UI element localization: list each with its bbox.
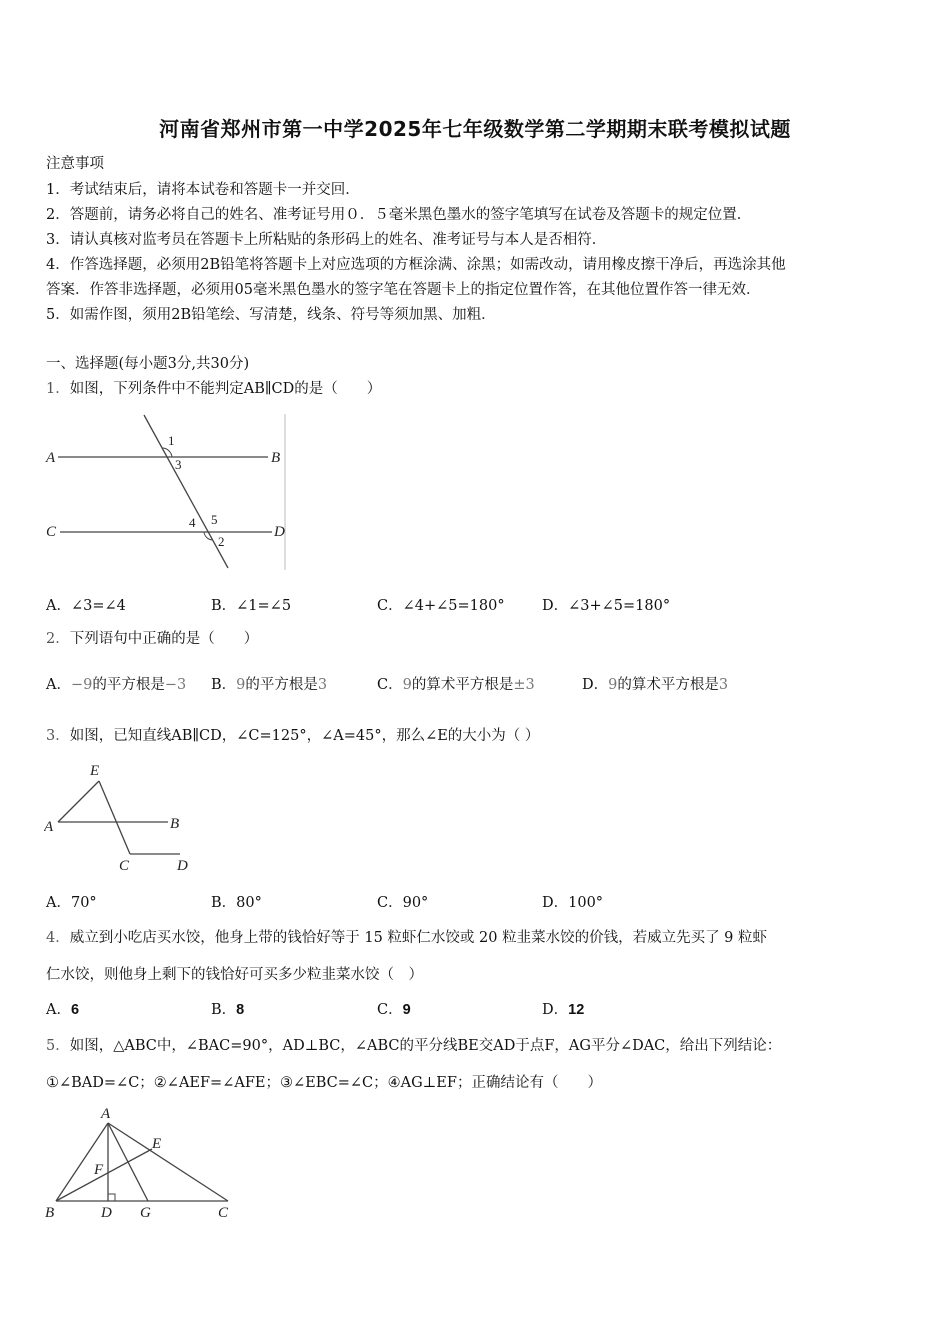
question-text: 如图，下列条件中不能判定AB∥CD的是（ ）	[69, 381, 382, 397]
question-3	[46, 724, 539, 745]
question-text-cont: ①∠BAD=∠C；②∠AEF=∠AFE；③∠EBC=∠C；④AG⊥EF；正确结论有（ ）	[46, 1075, 602, 1091]
label-d: D	[274, 524, 285, 540]
notice-item: 3．请认真核对监考员在答题卡上所粘贴的条形码上的姓名、准考证号与本人是否相符．	[46, 232, 607, 248]
option-c: C．90°	[377, 895, 429, 911]
label-a: A	[101, 1106, 111, 1122]
label-e: E	[152, 1136, 162, 1152]
option-a: A．70°	[46, 895, 97, 911]
option-d: D．100°	[542, 895, 604, 911]
option-d: D．9的算术平方根是3	[582, 677, 729, 693]
question-number: 4．	[46, 930, 70, 946]
label-b: B	[170, 816, 180, 832]
label-a: A	[44, 819, 54, 835]
notice-item: 4．作答选择题，必须用2B铅笔将答题卡上对应选项的方框涂满、涂黑；如需改动，请用橡皮擦干净后，再选涂其他	[46, 257, 786, 273]
option-c: C．∠4+∠5=180°	[377, 598, 505, 614]
option-a: A．6	[46, 1002, 80, 1018]
option-a: A．∠3=∠4	[46, 598, 126, 614]
angle-5: 5	[211, 512, 218, 527]
option-d: D．12	[542, 1002, 585, 1018]
label-c: C	[218, 1205, 229, 1221]
angle-1: 1	[168, 433, 175, 448]
option-b: B．9的平方根是3	[211, 677, 328, 693]
notice-item: 1．考试结束后，请将本试卷和答题卡一并交回．	[46, 182, 360, 198]
angle-3: 3	[175, 457, 182, 472]
question-5	[46, 1034, 781, 1055]
option-c: C．9	[377, 1002, 411, 1018]
notice-item: 答案．作答非选择题，必须用05毫米黑色墨水的签字笔在答题卡上的指定位置作答，在其他位置作答一律无效．	[46, 282, 761, 298]
question-text: 下列语句中正确的是（ ）	[69, 631, 259, 647]
option-b: B．∠1=∠5	[211, 598, 292, 614]
question-number: 3．	[46, 728, 70, 744]
label-d: D	[177, 858, 188, 874]
question-number: 5．	[46, 1038, 70, 1054]
question-text-cont: 仁水饺，则他身上剩下的钱恰好可买多少粒韭菜水饺（ ）	[46, 967, 423, 983]
question-number: 1．	[46, 381, 70, 397]
option-c: C．9的算术平方根是±3	[377, 677, 535, 693]
option-b: B．8	[211, 1002, 245, 1018]
label-g: G	[140, 1205, 151, 1221]
label-c: C	[46, 524, 57, 540]
angle-4: 4	[189, 515, 196, 530]
label-d: D	[101, 1205, 112, 1221]
section-heading: 一、选择题(每小题3分,共30分)	[46, 356, 250, 372]
label-b: B	[45, 1205, 55, 1221]
option-a: A．−9的平方根是−3	[46, 677, 187, 693]
label-f: F	[94, 1162, 104, 1178]
angle-2: 2	[218, 534, 225, 549]
label-b: B	[271, 450, 281, 466]
label-c: C	[119, 858, 130, 874]
notice-item: 2．答题前，请务必将自己的姓名、准考证号用０．５毫米黑色墨水的签字笔填写在试卷及答题卡的规定位置．	[46, 207, 752, 223]
option-b: B．80°	[211, 895, 262, 911]
notice-heading: 注意事项	[46, 156, 104, 172]
question-4	[46, 926, 767, 947]
label-e: E	[90, 763, 100, 779]
page-title: 河南省郑州市第一中学2025年七年级数学第二学期期末联考模拟试题	[159, 117, 791, 141]
question-1	[46, 377, 381, 398]
question-text: 如图，已知直线AB∥CD，∠C=125°，∠A=45°，那么∠E的大小为（ ）	[69, 728, 540, 744]
figure-q1	[44, 412, 290, 574]
notice-item: 5．如需作图，须用2B铅笔绘、写清楚，线条、符号等须加黑、加粗．	[46, 307, 496, 323]
question-2	[46, 627, 258, 648]
question-number: 2．	[46, 631, 70, 647]
label-a: A	[46, 450, 56, 466]
question-text: 威立到小吃店买水饺，他身上带的钱恰好等于 15 粒虾仁水饺或 20 粒韭菜水饺的价钱，若威立先买了 9 粒虾	[69, 930, 768, 946]
question-text: 如图，△ABC中，∠BAC=90°，AD⊥BC，∠ABC的平分线BE交AD于点F，AG平分∠DAC，给出下列结论：	[69, 1038, 782, 1054]
figure-q5	[42, 1104, 242, 1224]
option-d: D．∠3+∠5=180°	[542, 598, 671, 614]
figure-q3	[44, 758, 204, 876]
